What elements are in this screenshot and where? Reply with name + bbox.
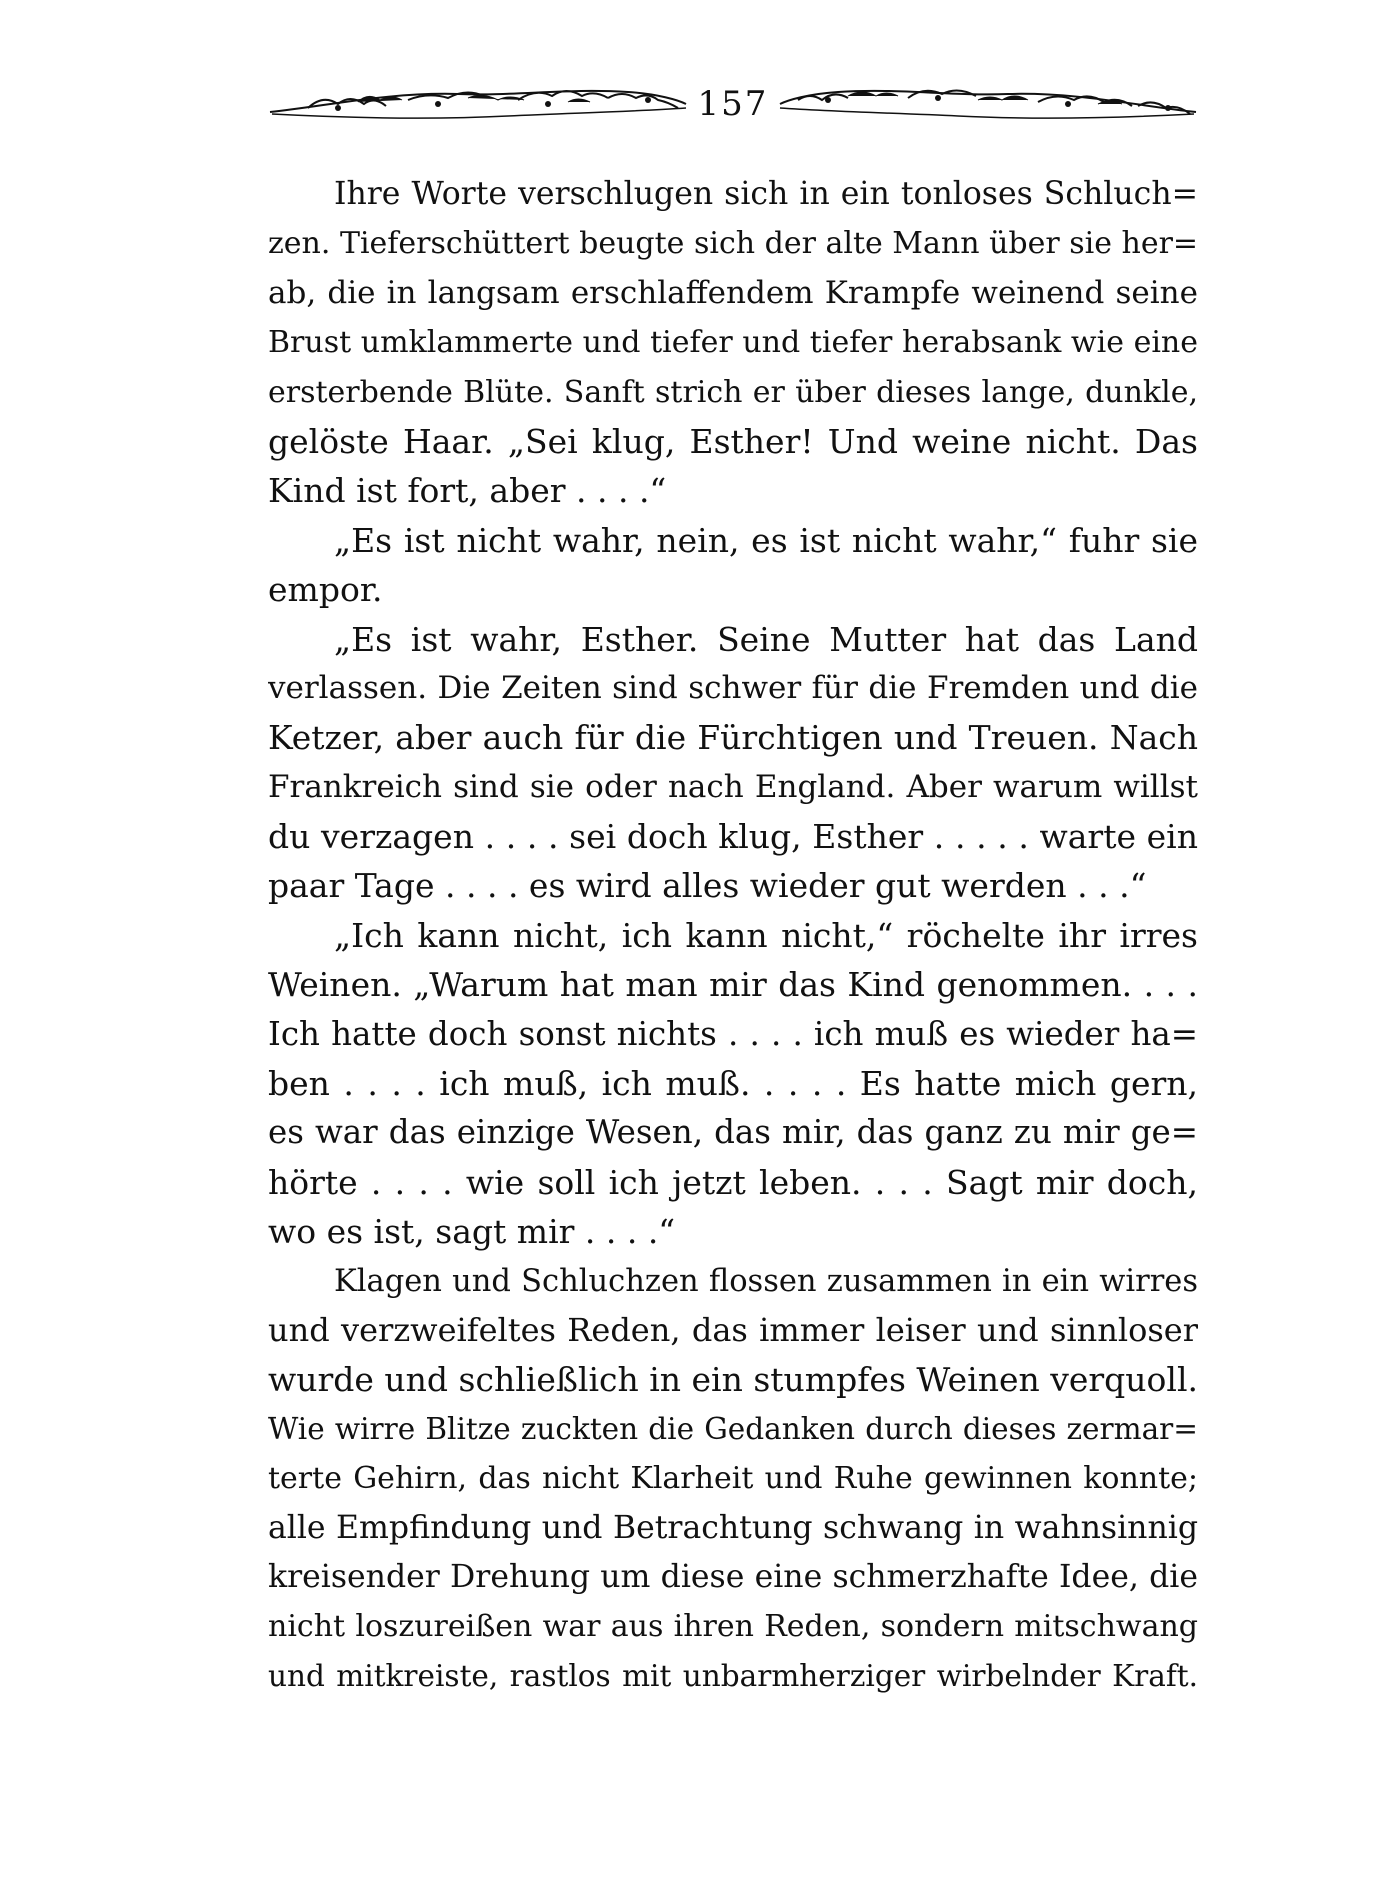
left-ornament-icon xyxy=(268,78,688,138)
text-line: Ich hatte doch sonst nichts . . . . ich muß es wieder ha= xyxy=(268,1014,1198,1053)
text-line: ab, die in langsam erschlaffendem Krampfe weinend seine xyxy=(268,274,1198,311)
text-line: es war das einzige Wesen, das mir, das ganz zu mir ge= xyxy=(268,1113,1198,1152)
page-header xyxy=(268,78,1198,138)
text-line: zen. Tieferschüttert beugte sich der alte Mann über sie her= xyxy=(268,226,1198,262)
text-line: ersterbende Blüte. Sanft strich er über dieses lange, dunkle, xyxy=(268,374,1198,410)
text-line: Weinen. „Warum hat man mir das Kind genommen. . . . xyxy=(268,965,1198,1005)
text-line: alle Empfindung und Betrachtung schwang in wahnsinnig xyxy=(268,1509,1198,1546)
text-line: kreisender Drehung um diese eine schmerzhafte Idee, die xyxy=(268,1558,1198,1595)
text-line: ben . . . . ich muß, ich muß. . . . . Es hatte mich gern, xyxy=(268,1064,1198,1104)
text-line: Wie wirre Blitze zuckten die Gedanken durch dieses zermar= xyxy=(268,1411,1198,1446)
page-number: 157 xyxy=(697,84,769,124)
text-line: Kind ist fort, aber . . . .“ xyxy=(268,471,667,511)
text-line: Ketzer, aber auch für die Fürchtigen und Treuen. Nach xyxy=(268,718,1198,758)
text-line: paar Tage . . . . es wird alles wieder gut werden . . .“ xyxy=(268,866,1147,906)
body-text xyxy=(268,170,1198,1701)
text-line: Frankreich sind sie oder nach England. Aber warum willst xyxy=(268,768,1198,805)
text-line: terte Gehirn, das nicht Klarheit und Ruhe gewinnen konnte; xyxy=(268,1461,1198,1497)
text-line: du verzagen . . . . sei doch klug, Esther . . . . . warte ein xyxy=(268,817,1198,857)
text-line: und mitkreiste, rastlos mit unbarmherziger wirbelnder Kraft. xyxy=(268,1658,1198,1693)
text-line: und verzweifeltes Reden, das immer leiser und sinnloser xyxy=(268,1310,1198,1349)
text-line: „Es ist nicht wahr, nein, es ist nicht wahr,“ fuhr sie xyxy=(334,520,1198,560)
text-line: Brust umklammerte und tiefer und tiefer herabsank wie eine xyxy=(268,325,1198,361)
right-ornament-icon xyxy=(778,78,1198,138)
text-line: „Es ist wahr, Esther. Seine Mutter hat das Land xyxy=(334,619,1198,659)
text-line: gelöste Haar. „Sei klug, Esther! Und weine nicht. Das xyxy=(268,421,1198,461)
text-line: empor. xyxy=(268,570,383,610)
text-line: „Ich kann nicht, ich kann nicht,“ röchelte ihr irres xyxy=(334,915,1198,955)
text-line: nicht loszureißen war aus ihren Reden, sondern mitschwang xyxy=(268,1609,1198,1645)
text-line: hörte . . . . wie soll ich jetzt leben. . . . Sagt mir doch, xyxy=(268,1162,1198,1202)
text-line: Klagen und Schluchzen flossen zusammen in ein wirres xyxy=(334,1263,1198,1299)
text-line: wurde und schließlich in ein stumpfes Weinen verquoll. xyxy=(268,1360,1198,1400)
text-line: Ihre Worte verschlugen sich in ein tonloses Schluch= xyxy=(334,176,1198,212)
text-line: verlassen. Die Zeiten sind schwer für die Fremden und die xyxy=(268,669,1198,706)
text-line: wo es ist, sagt mir . . . .“ xyxy=(268,1212,676,1252)
